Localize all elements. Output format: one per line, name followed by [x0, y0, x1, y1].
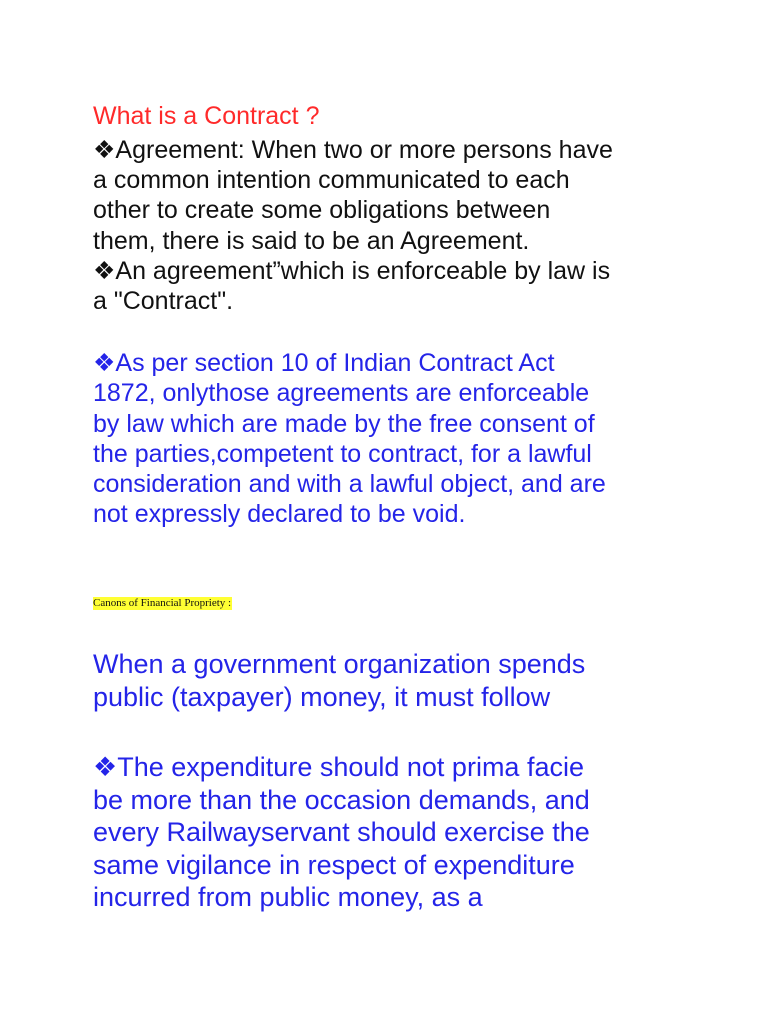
section-10-paragraph — [93, 348, 606, 530]
text-line: a common intention communicated to each — [93, 166, 570, 195]
text-line: ❖An agreement”which is enforceable by law is — [93, 256, 611, 285]
text-line: the parties,competent to contract, for a lawful — [93, 439, 592, 468]
text-line: be more than the occasion demands, and — [93, 784, 590, 815]
government-spending-paragraph — [93, 648, 585, 713]
page-title — [93, 101, 319, 131]
agreement-definition — [93, 135, 613, 316]
text-line: incurred from public money, as a — [93, 882, 483, 912]
text-line: 1872, onlythose agreements are enforceable — [93, 379, 590, 408]
text-line: not expressly declared to be void. — [93, 500, 466, 529]
text-line: public (taxpayer) money, it must follow — [93, 681, 551, 712]
canons-heading: Canons of Financial Propriety : — [93, 597, 232, 609]
text-line: other to create some obligations between — [93, 196, 551, 225]
text-line: every Railwayservant should exercise the — [93, 817, 590, 847]
text-line: them, there is said to be an Agreement. — [93, 226, 530, 255]
text-line: ❖Agreement: When two or more persons have — [93, 136, 613, 164]
title-text: What is a Contract ? — [93, 102, 320, 130]
text-line: ❖As per section 10 of Indian Contract Act — [93, 349, 555, 377]
text-line: a "Contract". — [93, 287, 234, 316]
text-line: ❖The expenditure should not prima facie — [93, 752, 584, 782]
text-line: by law which are made by the free consent of — [93, 409, 595, 438]
expenditure-paragraph — [93, 751, 590, 914]
text-line: consideration and with a lawful object, and are — [93, 470, 606, 499]
text-line: When a government organization spends — [93, 649, 586, 679]
text-line: same vigilance in respect of expenditure — [93, 849, 575, 880]
